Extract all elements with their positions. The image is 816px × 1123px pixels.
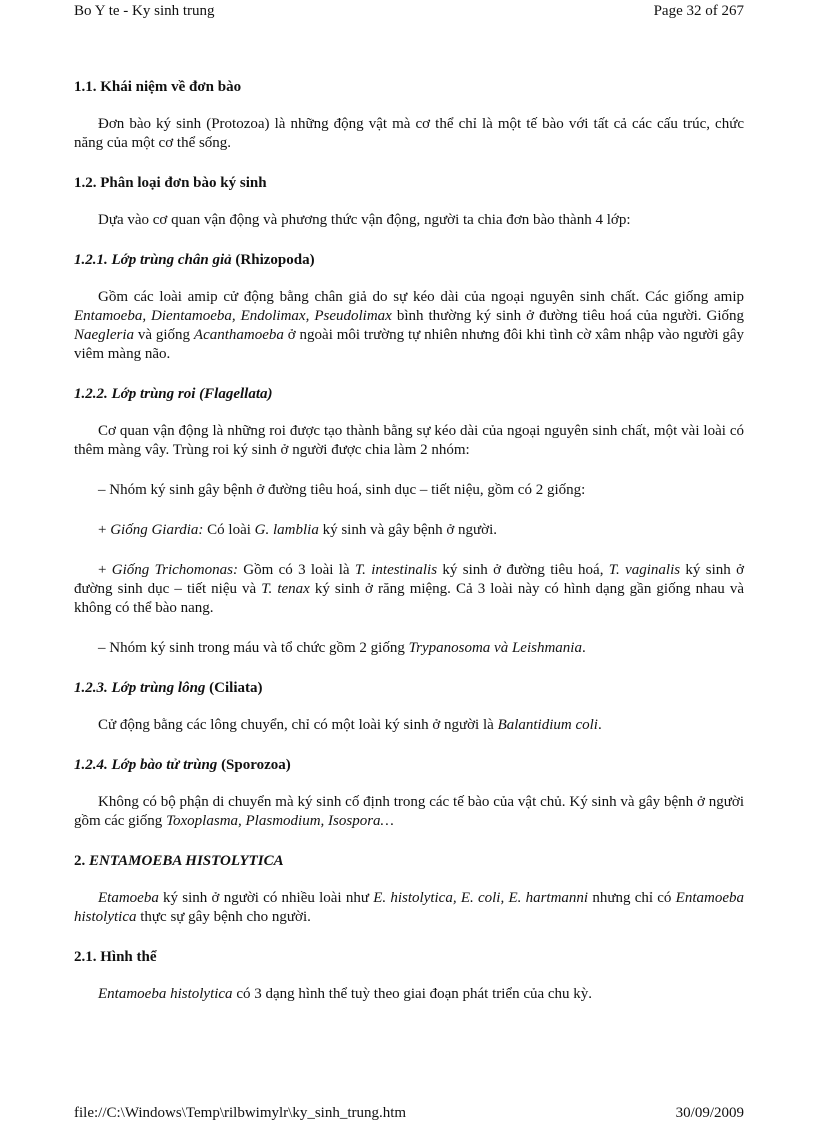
footer-date: 30/09/2009 bbox=[675, 1105, 744, 1121]
italic-run: Trypanosoma và Leishmania bbox=[408, 640, 582, 656]
text-run: + bbox=[98, 562, 112, 578]
text-run: Không có bộ phận di chuyển mà ký sinh cố định trong các tế bào của vật chủ. Ký sinh và gây bệnh ở người gồm các giống bbox=[74, 794, 744, 829]
italic-run: Acanthamoeba bbox=[193, 327, 284, 343]
italic-run: T. tenax bbox=[261, 581, 310, 597]
paragraph bbox=[74, 288, 744, 364]
italic-run: Toxoplasma, Plasmodium, Isospora… bbox=[166, 813, 394, 829]
running-footer bbox=[74, 1104, 744, 1122]
text-run: nhưng chỉ có bbox=[588, 890, 676, 906]
paragraph bbox=[74, 561, 744, 618]
italic-run: Giống Giardia: bbox=[110, 522, 204, 538]
italic-run: Giống Trichomonas: bbox=[111, 562, 238, 578]
text-run: Có loài bbox=[203, 522, 255, 538]
paragraph bbox=[74, 793, 744, 831]
italic-run: Entamoeba histolytica bbox=[74, 890, 744, 925]
paragraph bbox=[74, 889, 744, 927]
italic-run: Entamoeba, Dientamoeba, Endolimax, Pseudolimax bbox=[74, 308, 392, 324]
section-heading-2 bbox=[74, 852, 744, 871]
paragraph bbox=[74, 985, 744, 1004]
section-heading-1-1: 1.1. Khái niệm về đơn bào bbox=[74, 79, 242, 95]
italic-run: T. vaginalis bbox=[608, 562, 681, 578]
italic-run: Etamoeba bbox=[98, 890, 159, 906]
text-run: ký sinh ở đường tiêu hoá, bbox=[437, 562, 609, 578]
section-heading-1-2-4 bbox=[74, 756, 744, 775]
text-run: và giống bbox=[134, 327, 194, 343]
paragraph bbox=[74, 521, 744, 540]
paragraph: Dựa vào cơ quan vận động và phương thức vận động, người ta chia đơn bào thành 4 lớp: bbox=[98, 212, 631, 228]
text-run: + bbox=[98, 522, 111, 538]
heading-number: 2. bbox=[74, 853, 89, 869]
document-body bbox=[74, 78, 744, 1025]
heading-italic-part: 1.2.4. Lớp bào tử trùng bbox=[74, 757, 218, 773]
running-header bbox=[74, 2, 744, 20]
header-title: Bo Y te - Ky sinh trung bbox=[74, 3, 215, 19]
section-heading-1-2-3 bbox=[74, 679, 744, 698]
heading-latin-name: (Ciliata) bbox=[205, 680, 263, 696]
italic-run: Naegleria bbox=[74, 327, 134, 343]
text-run: – Nhóm ký sinh trong máu và tổ chức gồm 2 giống bbox=[98, 640, 409, 656]
text-run: ký sinh và gây bệnh ở người. bbox=[318, 522, 497, 538]
heading-italic-part: 1.2.1. Lớp trùng chân giả bbox=[74, 252, 232, 268]
section-heading-1-2-2 bbox=[74, 385, 744, 404]
paragraph: Cơ quan vận động là những roi được tạo thành bằng sự kéo dài của ngoại nguyên sinh chất, một vài loài có thêm màng vây. Trùng roi ký sinh ở người được chia làm 2 nhóm: bbox=[74, 423, 744, 458]
heading-italic-part: ENTAMOEBA HISTOLYTICA bbox=[89, 853, 284, 869]
paragraph bbox=[74, 716, 744, 735]
text-run: Gồm các loài amip cử động bằng chân giả do sự kéo dài của ngoại nguyên sinh chất. Các giống amip bbox=[98, 289, 744, 305]
text-run: có 3 dạng hình thể tuỳ theo giai đoạn phát triển của chu kỳ. bbox=[232, 986, 593, 1002]
text-run: thực sự gây bệnh cho người. bbox=[136, 909, 311, 925]
italic-run: T. intestinalis bbox=[354, 562, 438, 578]
text-run: . bbox=[581, 640, 586, 656]
text-run: ký sinh ở đường sinh dục – tiết niệu và bbox=[74, 562, 745, 597]
text-run: Cử động bằng các lông chuyển, chỉ có một loài ký sinh ở người là bbox=[98, 717, 498, 733]
text-run: ký sinh ở răng miệng. Cả 3 loài này có hình dạng gần giống nhau và không có thể bào nang. bbox=[74, 581, 744, 616]
heading-latin-name: (Rhizopoda) bbox=[231, 252, 315, 268]
text-run: bình thường ký sinh ở đường tiêu hoá của người. Giống bbox=[391, 308, 745, 324]
section-heading-1-2-1 bbox=[74, 251, 744, 270]
heading-italic-part: 1.2.2. Lớp trùng roi (Flagellata) bbox=[74, 386, 273, 402]
text-run: Gồm có 3 loài là bbox=[237, 562, 355, 578]
italic-run: G. lamblia bbox=[254, 522, 319, 538]
heading-italic-part: 1.2.3. Lớp trùng lông bbox=[74, 680, 206, 696]
italic-run: Balantidium coli bbox=[497, 717, 598, 733]
section-heading-1-2: 1.2. Phân loại đơn bào ký sinh bbox=[74, 175, 267, 191]
footer-file-path: file://C:\Windows\Temp\rilbwimylr\ky_sinh_trung.htm bbox=[74, 1105, 407, 1121]
heading-latin-name: (Sporozoa) bbox=[217, 757, 291, 773]
text-run: ký sinh ở người có nhiều loài như bbox=[158, 890, 374, 906]
italic-run: Entamoeba histolytica bbox=[98, 986, 233, 1002]
text-run: . bbox=[597, 717, 602, 733]
paragraph bbox=[74, 639, 744, 658]
paragraph: – Nhóm ký sinh gây bệnh ở đường tiêu hoá, sinh dục – tiết niệu, gồm có 2 giống: bbox=[98, 482, 586, 498]
section-heading-2-1: 2.1. Hình thể bbox=[74, 949, 157, 965]
text-run: ở ngoài môi trường tự nhiên nhưng đôi khi tình cờ xâm nhập vào người gây viêm màng não. bbox=[74, 327, 744, 362]
header-page-number: Page 32 of 267 bbox=[653, 3, 744, 19]
italic-run: E. histolytica, E. coli, E. hartmanni bbox=[373, 890, 589, 906]
paragraph: Đơn bào ký sinh (Protozoa) là những động vật mà cơ thể chỉ là một tế bào với tất cả các cấu trúc, chức năng của một cơ thể sống. bbox=[74, 116, 744, 151]
